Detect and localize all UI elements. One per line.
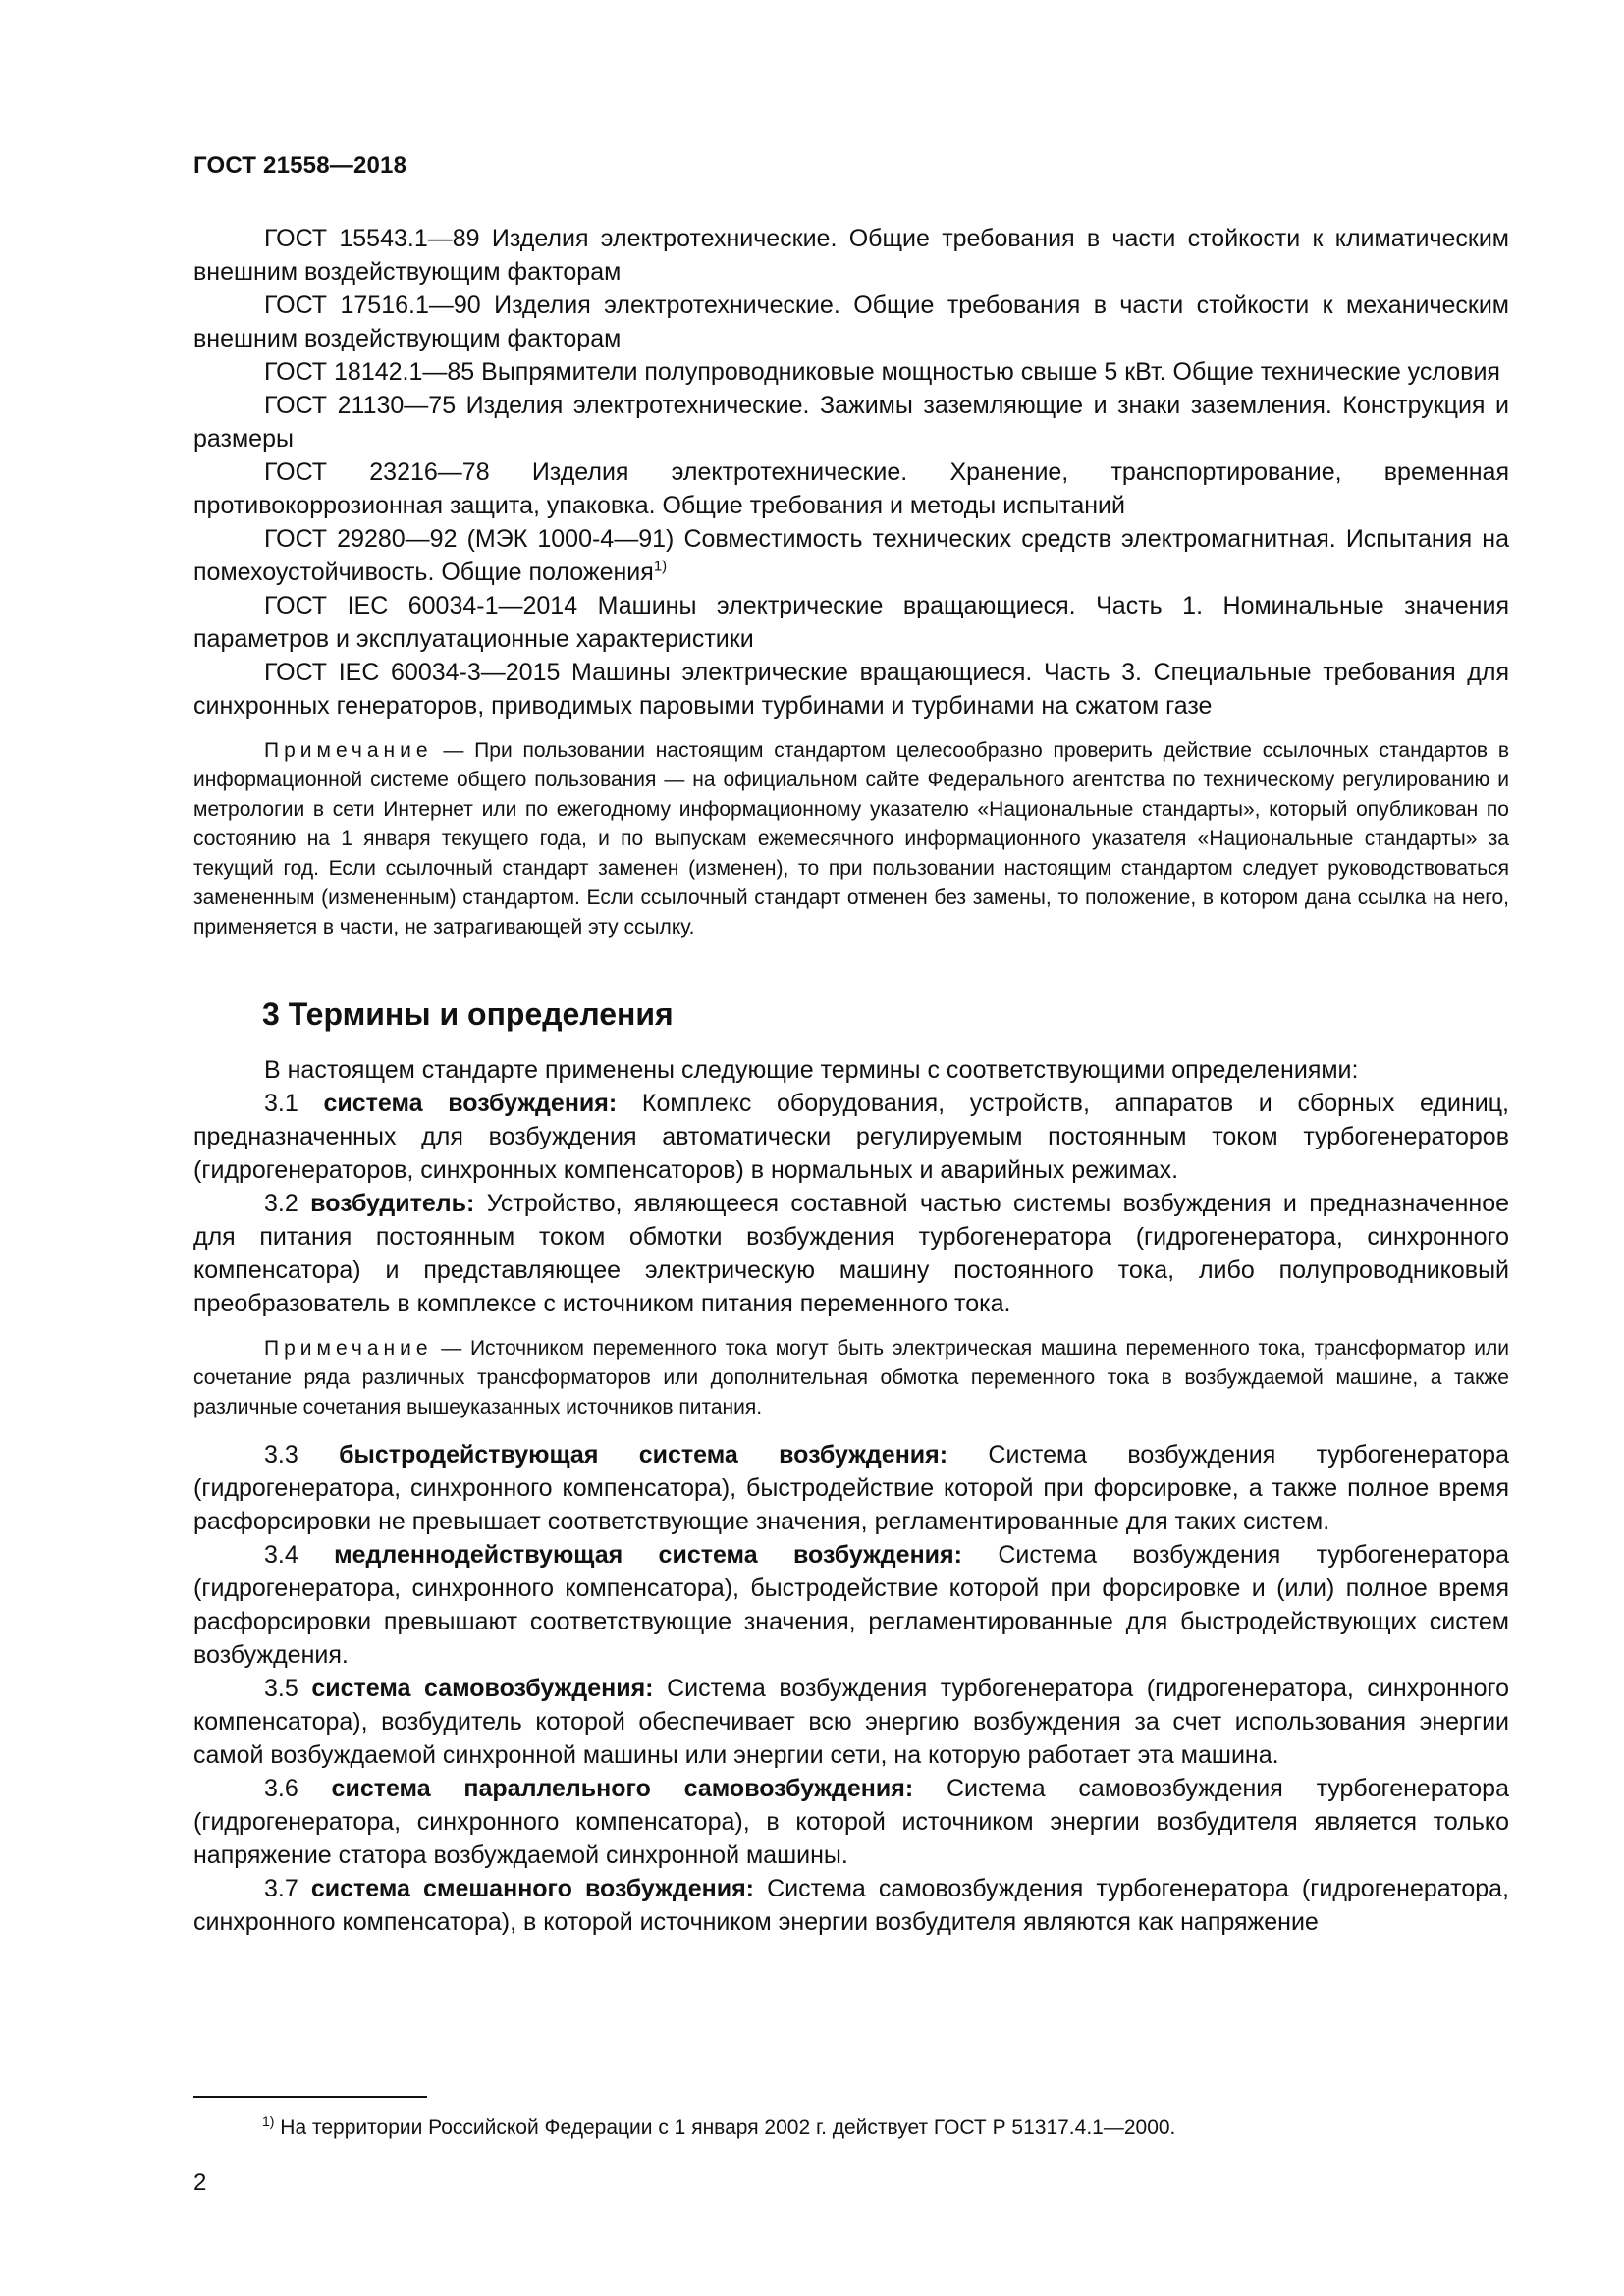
- term-name: система возбуждения:: [323, 1090, 618, 1117]
- reference-title: Изделия электротехнические. Общие требования в части стойкости к климатическим внешним воздействующим факторам: [193, 225, 1509, 286]
- reference-code: ГОСТ 21130—75: [264, 392, 457, 419]
- reference-item: [193, 589, 1509, 656]
- term-definition: [193, 1187, 1509, 1320]
- reference-title: Изделия электротехнические. Зажимы заземляющие и знаки заземления. Конструкция и размеры: [193, 392, 1509, 453]
- term-number: 3.5: [264, 1675, 298, 1702]
- reference-item: [193, 455, 1509, 522]
- document-header: ГОСТ 21558—2018: [193, 152, 407, 179]
- term-text: Система возбуждения турбогенератора (гидрогенератора, синхронного компенсатора), быстродействие которой при форсировке и (или) полное время расфорсировки превышают соответствующие значения, регламентированные для быстродействующих систем возбуждения.: [193, 1541, 1510, 1669]
- term-text: Система самовозбуждения турбогенератора (гидрогенератора, синхронного компенсатора), в которой источником энергии возбудителя является только напряжение статора возбуждаемой синхронной машины.: [193, 1775, 1509, 1869]
- footnote-mark: 1): [262, 2113, 275, 2129]
- term-definition: [193, 1872, 1509, 1939]
- reference-code: ГОСТ 17516.1—90: [264, 292, 481, 319]
- term-number: 3.2: [264, 1190, 298, 1217]
- footnote-reference-mark: 1): [653, 558, 668, 575]
- term-text: Устройство, являющееся составной частью системы возбуждения и предназначенное для питания постоянным током обмотки возбуждения турбогенератора (гидрогенератора, синхронного компенсатора) и представляющее электрическую машину постоянного тока, либо полупроводниковый преобразователь в комплексе с источником питания переменного тока.: [193, 1190, 1510, 1317]
- term-number: 3.4: [264, 1541, 298, 1569]
- term-name: система самовозбуждения:: [311, 1675, 654, 1702]
- reference-title: Изделия электротехнические. Общие требования в части стойкости к механическим внешним воздействующим факторам: [193, 292, 1509, 352]
- term-name: медленнодействующая система возбуждения:: [334, 1541, 962, 1569]
- footnote-separator: [193, 2096, 427, 2098]
- term-definition: [193, 1087, 1509, 1187]
- reference-code: ГОСТ 18142.1—85: [264, 358, 475, 386]
- term-name: возбудитель:: [310, 1190, 475, 1217]
- term-number: 3.1: [264, 1090, 298, 1117]
- term-number: 3.3: [264, 1441, 298, 1468]
- term-text: Система возбуждения турбогенератора (гидрогенератора, синхронного компенсатора), быстродействие которой при форсировке, а также полное время расфорсировки не превышает соответствующие значения, регламентированные для таких систем.: [193, 1441, 1509, 1535]
- term-definition: [193, 1672, 1509, 1772]
- reference-item: [193, 522, 1509, 589]
- term-definition: [193, 1438, 1509, 1538]
- reference-title: Выпрямители полупроводниковые мощностью свыше 5 кВт. Общие технические условия: [481, 358, 1500, 386]
- reference-title: Машины электрические вращающиеся. Часть 3. Специальные требования для синхронных генераторов, приводимых паровыми турбинами и турбинами на сжатом газе: [193, 659, 1509, 720]
- footnote: [262, 2114, 1175, 2142]
- term-name: система смешанного возбуждения:: [310, 1875, 755, 1902]
- reference-item: [193, 222, 1509, 289]
- reference-code: ГОСТ 23216—78: [264, 458, 490, 486]
- term-text: Комплекс оборудования, устройств, аппаратов и сборных единиц, предназначенных для возбуждения автоматически регулируемым постоянным током турбогенераторов (гидрогенераторов, синхронных компенсаторов) в нормальных и аварийных режимах.: [193, 1090, 1509, 1184]
- reference-title: Изделия электротехнические. Хранение, транспортирование, временная противокоррозионная защита, упаковка. Общие требования и методы испытаний: [193, 458, 1509, 519]
- exciter-note: [193, 1334, 1509, 1422]
- reference-code: ГОСТ IEC 60034-3—2015: [264, 659, 561, 686]
- note-paragraph: [193, 736, 1509, 942]
- note-text: — При пользовании настоящим стандартом целесообразно проверить действие ссылочных стандартов в информационной системе общего пользования — на официальном сайте Федерального агентства по техническому регулированию и метрологии в сети Интернет или по ежегодному информационному указателю «Национальные стандарты», который опубликован по состоянию на 1 января текущего года, и по выпускам ежемесячного информационного указателя «Национальные стандарты» за текущий год. Если ссылочный стандарт заменен (изменен), то при пользовании настоящим стандартом следует руководствоваться замененным (измененным) стандартом. Если ссылочный стандарт отменен без замены, то положение, в котором дана ссылка на него, применяется в части, не затрагивающей эту ссылку.: [193, 739, 1509, 938]
- note-label: Примечание: [264, 739, 433, 762]
- reference-code: ГОСТ 29280—92 (МЭК 1000-4—91): [264, 525, 675, 553]
- note-paragraph: [193, 1334, 1509, 1422]
- reference-title: Совместимость технических средств электромагнитная. Испытания на помехоустойчивость. Общие положения: [193, 525, 1509, 586]
- term-number: 3.6: [264, 1775, 298, 1802]
- page-number: 2: [193, 2169, 207, 2196]
- reference-item: [193, 656, 1509, 722]
- section-heading: 3 Термины и определения: [262, 996, 674, 1032]
- term-text: Система возбуждения турбогенератора (гидрогенератора, синхронного компенсатора), возбудитель которой обеспечивает всю энергию возбуждения за счет использования энергии самой возбуждаемой синхронной машины или энергии сети, на которую работает эта машина.: [193, 1675, 1509, 1769]
- term-name: система параллельного самовозбуждения:: [331, 1775, 914, 1802]
- term-definition: [193, 1772, 1509, 1872]
- normative-references-list: [193, 222, 1509, 722]
- note-text: — Источником переменного тока могут быть электрическая машина переменного тока, трансформатор или сочетание ряда различных трансформаторов или дополнительная обмотка переменного тока в возбуждаемой машине, а также различные сочетания вышеуказанных источников питания.: [193, 1337, 1509, 1418]
- note-label: Примечание: [264, 1337, 433, 1360]
- references-note: [193, 736, 1509, 942]
- footnote-text: На территории Российской Федерации с 1 января 2002 г. действует ГОСТ Р 51317.4.1—2000.: [280, 2116, 1176, 2139]
- section-intro: В настоящем стандарте применены следующие термины с соответствующими определениями:: [264, 1056, 1359, 1084]
- term-name: быстродействующая система возбуждения:: [339, 1441, 948, 1468]
- reference-code: ГОСТ 15543.1—89: [264, 225, 480, 252]
- reference-item: [193, 389, 1509, 455]
- reference-title: Машины электрические вращающиеся. Часть 1. Номинальные значения параметров и эксплуатационные характеристики: [193, 592, 1509, 653]
- term-number: 3.7: [264, 1875, 298, 1902]
- term-definition: [193, 1538, 1509, 1672]
- reference-item: [193, 289, 1509, 355]
- reference-item: [193, 355, 1509, 389]
- term-text: Система самовозбуждения турбогенератора (гидрогенератора, синхронного компенсатора), в которой источником энергии возбудителя являются как напряжение: [193, 1875, 1509, 1936]
- reference-code: ГОСТ IEC 60034-1—2014: [264, 592, 578, 619]
- page-content: [193, 222, 1509, 1939]
